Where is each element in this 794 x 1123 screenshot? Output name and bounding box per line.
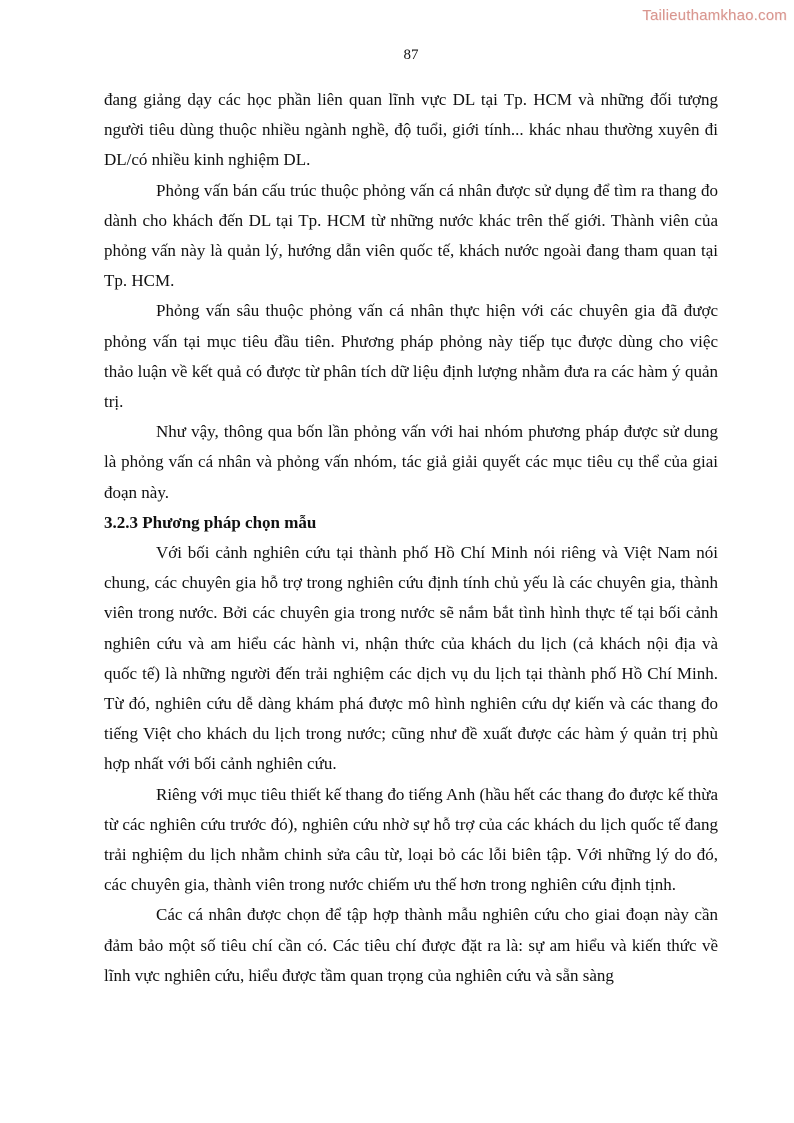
section-heading: 3.2.3 Phương pháp chọn mẫu [104,512,317,532]
paragraph: Với bối cảnh nghiên cứu tại thành phố Hồ Chí Minh nói riêng và Việt Nam nói chung, các chuyên gia hỗ trợ trong nghiên cứu định tính chủ yếu là các chuyên gia, thành viên trong nước. Bởi các chuyên gia trong nước sẽ nắm bắt tình hình thực tế tại bối cảnh nghiên cứu và am hiểu các hành vi, nhận thức của khách du lịch (cả khách nội địa và quốc tế) là những người đến trải nghiệm các dịch vụ du lịch tại thành phố Hồ Chí Minh. Từ đó, nghiên cứu dễ dàng khám phá được mô hình nghiên cứu dự kiến và các thang đo tiếng Việt cho khách du lịch trong nước; cũng như đề xuất được các hàm ý quản trị phù hợp nhất với bối cảnh nghiên cứu. [104,543,718,774]
paragraph: Các cá nhân được chọn để tập hợp thành mẫu nghiên cứu cho giai đoạn này cần đảm bảo một số tiêu chí cần có. Các tiêu chí được đặt ra là: sự am hiểu và kiến thức về lĩnh vực nghiên cứu, hiểu được tầm quan trọng của nghiên cứu và sẵn sàng [104,905,718,985]
paragraph: Phỏng vấn sâu thuộc phỏng vấn cá nhân thực hiện với các chuyên gia đã được phỏng vấn tại mục tiêu đầu tiên. Phương pháp phỏng này tiếp tục được dùng cho việc thảo luận về kết quả có được từ phân tích dữ liệu định lượng nhằm đưa ra các hàm ý quản trị. [104,301,718,412]
paragraph-continuation: đang giảng dạy các học phần liên quan lĩnh vực DL tại Tp. HCM và những đối tượng người tiêu dùng thuộc nhiều ngành nghề, độ tuổi, giới tính... khác nhau thường xuyên đi DL/có nhiều kinh nghiệm DL. [104,90,718,170]
page-number: 87 [403,47,419,63]
paragraph: Riêng với mục tiêu thiết kế thang đo tiếng Anh (hầu hết các thang đo được kế thừa từ các nghiên cứu trước đó), nghiên cứu nhờ sự hỗ trợ của các khách du lịch quốc tế đang trải nghiệm du lịch nhằm chinh sửa câu từ, loại bỏ các lỗi biên tập. Với những lý do đó, các chuyên gia, thành viên trong nước chiếm ưu thế hơn trong nghiên cứu định tịnh. [104,784,718,895]
watermark-site-name: Tailieuthamkhao.com [642,7,787,24]
paragraph: Như vậy, thông qua bốn lần phỏng vấn với hai nhóm phương pháp được sử dung là phỏng vấn cá nhân và phỏng vấn nhóm, tác giả giải quyết các mục tiêu cụ thể của giai đoạn này. [104,422,718,502]
document-body [104,85,718,991]
paragraph: Phỏng vấn bán cấu trúc thuộc phỏng vấn cá nhân được sử dụng để tìm ra thang đo dành cho khách đến DL tại Tp. HCM từ những nước khác trên thế giới. Thành viên của phỏng vấn này là quản lý, hướng dẫn viên quốc tế, khách nước ngoài đang tham quan tại Tp. HCM. [104,180,718,291]
